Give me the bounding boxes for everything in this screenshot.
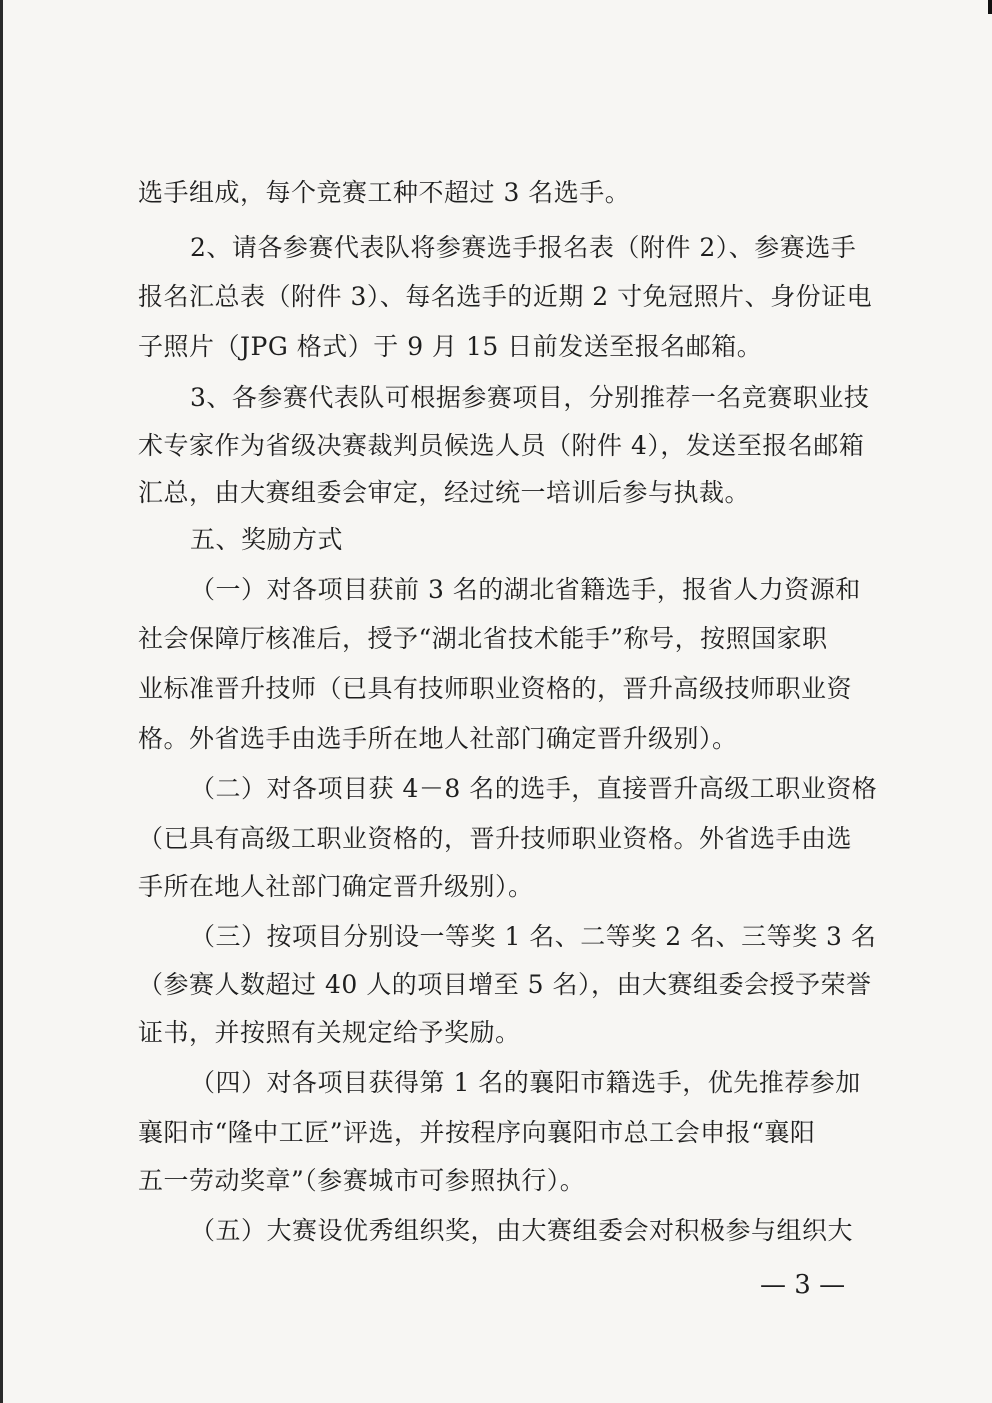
text-line-19: （四）对各项目获得第 1 名的襄阳市籍选手，优先推荐参加 (190, 1068, 861, 1097)
text-line-21: 五一劳动奖章”（参赛城市可参照执行）。 (138, 1166, 586, 1195)
text-line-10: 社会保障厅核准后，授予“湖北省技术能手”称号，按照国家职 (138, 624, 828, 653)
text-line-20: 襄阳市“隆中工匠”评选，并按程序向襄阳市总工会申报“襄阳 (138, 1118, 816, 1147)
text-line-12: 格。外省选手由选手所在地人社部门确定晋升级别）。 (138, 724, 738, 753)
text-line-1: 选手组成，每个竞赛工种不超过 3 名选手。 (138, 178, 631, 207)
text-line-13: （二）对各项目获 4－8 名的选手，直接晋升高级工职业资格 (190, 774, 878, 803)
text-line-9: （一）对各项目获前 3 名的湖北省籍选手，报省人力资源和 (190, 575, 861, 604)
text-line-17: （参赛人数超过 40 人的项目增至 5 名），由大赛组委会授予荣誉 (138, 970, 872, 999)
text-line-5: 3、各参赛代表队可根据参赛项目，分别推荐一名竞赛职业技 (190, 383, 870, 412)
text-line-6: 术专家作为省级决赛裁判员候选人员（附件 4），发送至报名邮箱 (138, 431, 865, 460)
section-heading: 五、奖励方式 (190, 525, 344, 554)
text-line-7: 汇总，由大赛组委会审定，经过统一培训后参与执裁。 (138, 478, 751, 507)
text-line-22: （五）大赛设优秀组织奖，由大赛组委会对积极参与组织大 (190, 1216, 854, 1245)
text-line-2: 2、请各参赛代表队将参赛选手报名表（附件 2）、参赛选手 (190, 233, 857, 262)
text-line-11: 业标准晋升技师（已具有技师职业资格的，晋升高级技师职业资 (138, 674, 853, 703)
text-line-15: 手所在地人社部门确定晋升级别）。 (138, 872, 534, 901)
text-line-18: 证书，并按照有关规定给予奖励。 (138, 1018, 521, 1047)
text-line-3: 报名汇总表（附件 3）、每名选手的近期 2 寸免冠照片、身份证电 (138, 282, 873, 311)
scan-edge-right (988, 0, 992, 14)
text-line-4: 子照片（JPG 格式）于 9 月 15 日前发送至报名邮箱。 (138, 332, 763, 361)
text-line-16: （三）按项目分别设一等奖 1 名、二等奖 2 名、三等奖 3 名 (190, 922, 877, 951)
text-line-14: （已具有高级工职业资格的，晋升技师职业资格。外省选手由选 (138, 824, 853, 853)
page-number: — 3 — (760, 1270, 846, 1300)
